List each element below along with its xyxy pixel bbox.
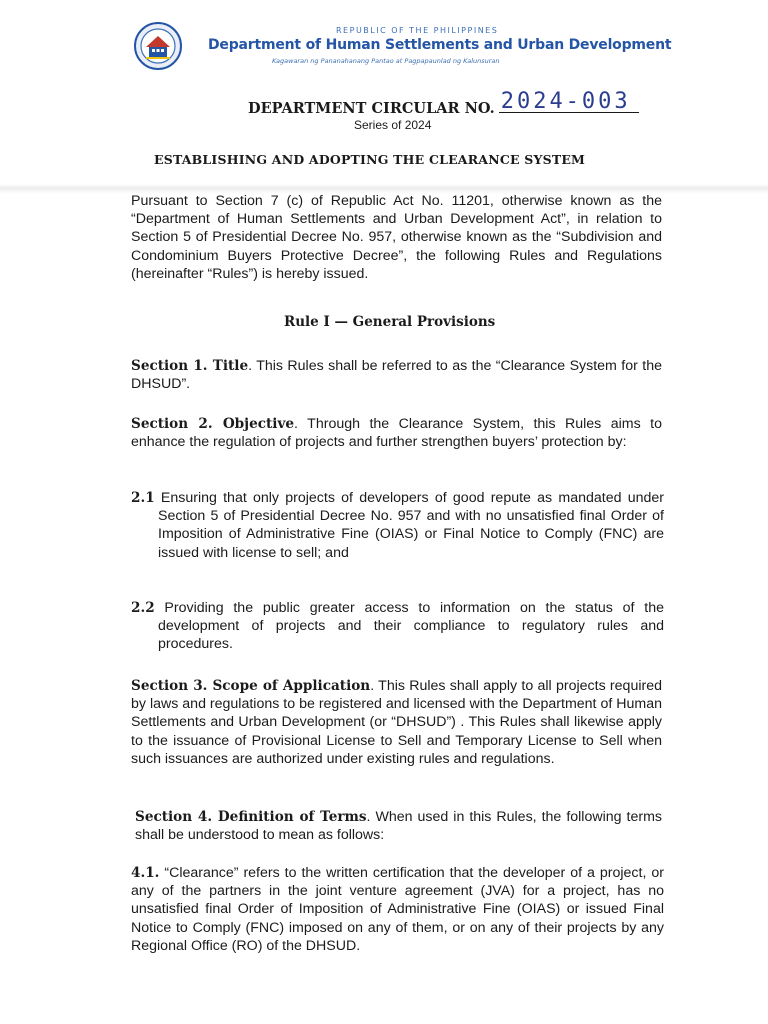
section-1-label: Section 1. Title [131,358,249,374]
section-3-text: . This Rules shall apply to all projects required by laws and regulations to be registered and licensed with the Department of Human Settlements and Urban Development (or “DHSUD”) . This Rules shall likewise apply to the issuance of Provisional License to Sell and Temporary License to Sell when such issuances are authorized under existing rules and regulations. [131,678,662,767]
item-4-1-paragraph [131,864,664,955]
section-2-paragraph [131,415,662,451]
section-3-paragraph [131,677,662,768]
section-3-label: Section 3. Scope of Application [131,678,371,694]
circular-number-line [499,89,639,114]
series-label: Series of 2024 [354,118,432,132]
section-1-paragraph [131,357,662,393]
item-4-1-number: 4.1. [131,865,160,881]
circular-heading [248,89,639,117]
dhsud-seal-icon [134,22,182,70]
preamble-paragraph: Pursuant to Section 7 (c) of Republic Act No. 11201, otherwise known as the “Department of Human Settlements and Urban Development Act”, in relation to Section 5 of Presidential Decree No. 957, otherwise known as the “Subdivision and Condominium Buyers Protective Decree”, the following Rules and Regulations (hereinafter “Rules”) is hereby issued. [131,193,662,282]
item-2-2-text: Providing the public greater access to information on the status of the development of projects and their compliance to regulatory rules and procedures. [154,600,664,653]
item-4-1-text: “Clearance” refers to the written certification that the developer of a project, or any of the partners in the joint venture agreement (JVA) for a project, has no unsatisfied final Order of Imposition of Administrative Fine (OIAS) or issued Final Notice to Comply (FNC) imposed on any of them, or on any of their projects by any Regional Office (RO) of the DHSUD. [131,865,664,954]
department-name: Department of Human Settlements and Urban Development [208,37,672,53]
rule-1-heading: Rule I — General Provisions [284,314,496,330]
section-2-label: Section 2. Objective [131,416,295,432]
item-2-1-paragraph [131,489,664,562]
item-2-1-text: Ensuring that only projects of developers of good repute as mandated under Section 5 of Presidential Decree No. 957 and with no unsatisfied final Order of Imposition of Administrative Fine (OIAS) or Final Notice to Comply (FNC) are issued with license to sell; and [154,490,664,561]
circular-number: 2024-003 [500,89,631,114]
republic-label: REPUBLIC OF THE PHILIPPINES [336,26,499,35]
section-4-text: . When used in this Rules, the following terms shall be understood to mean as follows: [135,809,662,844]
item-2-2-paragraph [131,599,664,654]
item-2-2-number: 2.2 [131,600,155,616]
circular-title: ESTABLISHING AND ADOPTING THE CLEARANCE SYSTEM [154,152,586,167]
department-tagline: Kagawaran ng Pananahanang Pantao at Pagpapaunlad ng Kalunsuran [272,57,500,65]
section-1-text: . This Rules shall be referred to as the “Clearance System for the DHSUD”. [131,358,662,393]
item-2-1-number: 2.1 [131,490,155,506]
circular-label: DEPARTMENT CIRCULAR NO. [248,100,495,117]
section-4-label: Section 4. Definition of Terms [135,809,367,825]
section-4-paragraph [135,808,662,844]
section-2-text: . Through the Clearance System, this Rules aims to enhance the regulation of projects and further strengthen buyers’ protection by: [131,416,662,451]
